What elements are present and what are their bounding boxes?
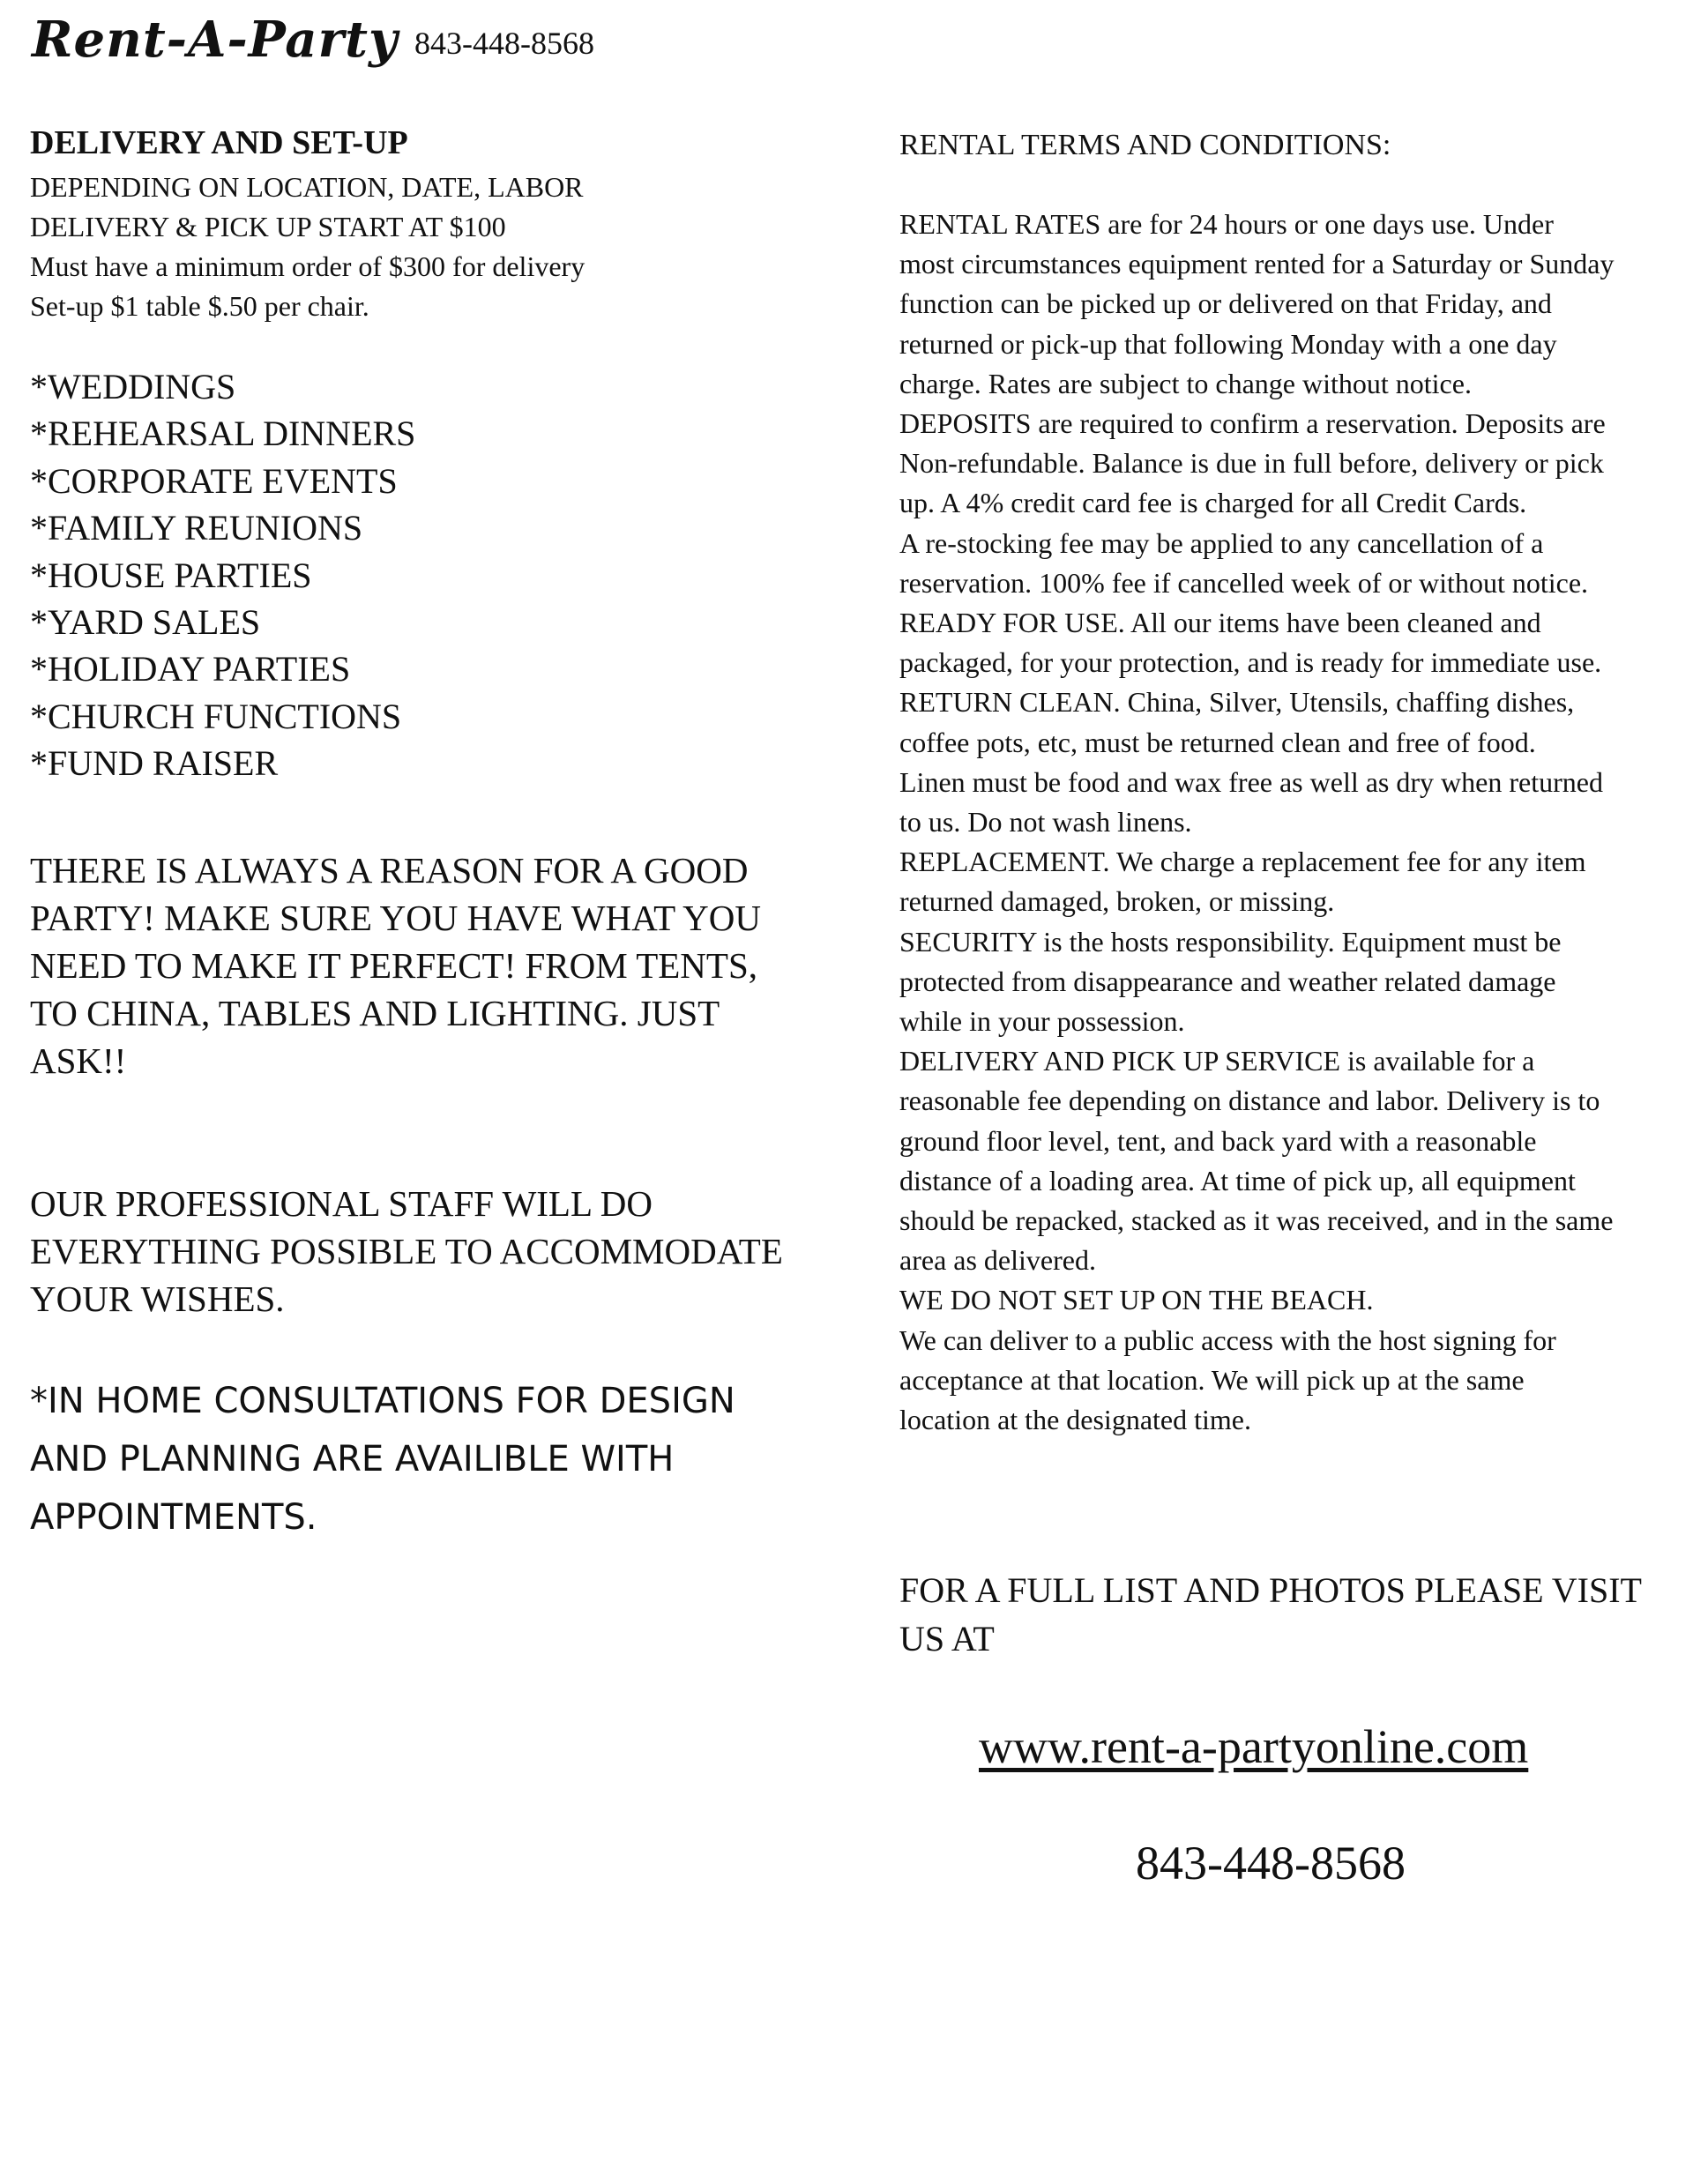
terms-line: RETURN CLEAN. China, Silver, Utensils, chaffing dishes,: [899, 686, 1575, 719]
delivery-title: DELIVERY AND SET-UP: [30, 124, 408, 161]
delivery-line: Set-up $1 table $.50 per chair.: [30, 290, 369, 322]
terms-line: RENTAL RATES are for 24 hours or one days use. Under: [899, 208, 1554, 240]
terms-line: to us. Do not wash linens.: [899, 806, 1192, 839]
terms-line: Linen must be food and wax free as well as dry when returned: [899, 765, 1603, 798]
terms-line: charge. Rates are subject to change without notice.: [899, 367, 1472, 399]
footer-phone: 843-448-8568: [1136, 1837, 1406, 1890]
visit-paragraph: FOR A FULL LIST AND PHOTOS PLEASE VISIT US AT: [899, 1570, 1642, 1658]
terms-line: packaged, for your protection, and is ready for immediate use.: [899, 646, 1602, 679]
delivery-line: DEPENDING ON LOCATION, DATE, LABOR: [30, 171, 584, 203]
event-item: *HOUSE PARTIES: [30, 555, 312, 595]
terms-line: most circumstances equipment rented for a Saturday or Sunday: [899, 248, 1615, 280]
terms-line: READY FOR USE. All our items have been cleaned and: [899, 607, 1541, 639]
terms-line: reservation. 100% fee if cancelled week of or without notice.: [899, 566, 1589, 599]
event-item: *CORPORATE EVENTS: [30, 460, 398, 501]
event-item: *REHEARSAL DINNERS: [30, 414, 416, 454]
terms-line: We can deliver to a public access with the host signing for: [899, 1323, 1556, 1356]
terms-line: location at the designated time.: [899, 1404, 1251, 1436]
event-item: *HOLIDAY PARTIES: [30, 649, 351, 689]
staff-paragraph: OUR PROFESSIONAL STAFF WILL DO EVERYTHING POSSIBLE TO ACCOMMODATE YOUR WISHES.: [30, 1183, 783, 1319]
terms-line: area as delivered.: [899, 1244, 1096, 1277]
terms-line: Non-refundable. Balance is due in full before, delivery or pick: [899, 447, 1604, 480]
terms-line: acceptance at that location. We will pick up at the same: [899, 1363, 1525, 1396]
event-item: *YARD SALES: [30, 602, 261, 643]
terms-line: returned damaged, broken, or missing.: [899, 885, 1335, 918]
event-item: *WEDDINGS: [30, 367, 236, 406]
terms-line: distance of a loading area. At time of pick up, all equipment: [899, 1164, 1576, 1196]
delivery-line: DELIVERY & PICK UP START AT $100: [30, 211, 506, 242]
terms-line: reasonable fee depending on distance and labor. Delivery is to: [899, 1085, 1600, 1117]
terms-line: function can be picked up or delivered on that Friday, and: [899, 287, 1552, 320]
consultation-paragraph: *IN HOME CONSULTATIONS FOR DESIGN AND PLANNING ARE AVAILIBLE WITH APPOINTMENTS.: [30, 1381, 735, 1538]
terms-line: up. A 4% credit card fee is charged for all Credit Cards.: [899, 487, 1527, 519]
delivery-line: Must have a minimum order of $300 for delivery: [30, 250, 585, 282]
event-item: *FAMILY REUNIONS: [30, 508, 363, 548]
terms-line: A re-stocking fee may be applied to any cancellation of a: [899, 526, 1544, 559]
brand-name: Rent-A-Party: [32, 11, 399, 69]
terms-body: [899, 205, 1675, 1440]
terms-title: RENTAL TERMS AND CONDITIONS:: [899, 129, 1391, 161]
event-item: *CHURCH FUNCTIONS: [30, 696, 402, 736]
terms-line: while in your possession.: [899, 1005, 1185, 1038]
events-list: [30, 363, 824, 787]
terms-line: REPLACEMENT. We charge a replacement fee for any item: [899, 846, 1586, 878]
terms-line: ground floor level, tent, and back yard with a reasonable: [899, 1124, 1537, 1157]
terms-line: DELIVERY AND PICK UP SERVICE is available for a: [899, 1045, 1535, 1077]
website-link[interactable]: www.rent-a-partyonline.com: [979, 1720, 1529, 1773]
event-item: *FUND RAISER: [30, 743, 279, 784]
header-phone: 843-448-8568: [414, 26, 594, 61]
delivery-details: [30, 168, 824, 326]
terms-line: returned or pick-up that following Monday with a one day: [899, 327, 1557, 360]
terms-line: protected from disappearance and weather related damage: [899, 965, 1556, 997]
promo-paragraph: THERE IS ALWAYS A REASON FOR A GOOD PARTY! MAKE SURE YOU HAVE WHAT YOU NEED TO MAKE IT PERFECT! FROM TENTS, TO CHINA, TABLES AND LIGHTING. JUST ASK!!: [30, 850, 761, 1081]
terms-line: DEPOSITS are required to confirm a reservation. Deposits are: [899, 407, 1606, 440]
terms-line: WE DO NOT SET UP ON THE BEACH.: [899, 1284, 1374, 1316]
terms-line: SECURITY is the hosts responsibility. Equipment must be: [899, 925, 1562, 958]
terms-line: coffee pots, etc, must be returned clean and free of food.: [899, 726, 1536, 758]
terms-line: should be repacked, stacked as it was received, and in the same: [899, 1204, 1614, 1237]
